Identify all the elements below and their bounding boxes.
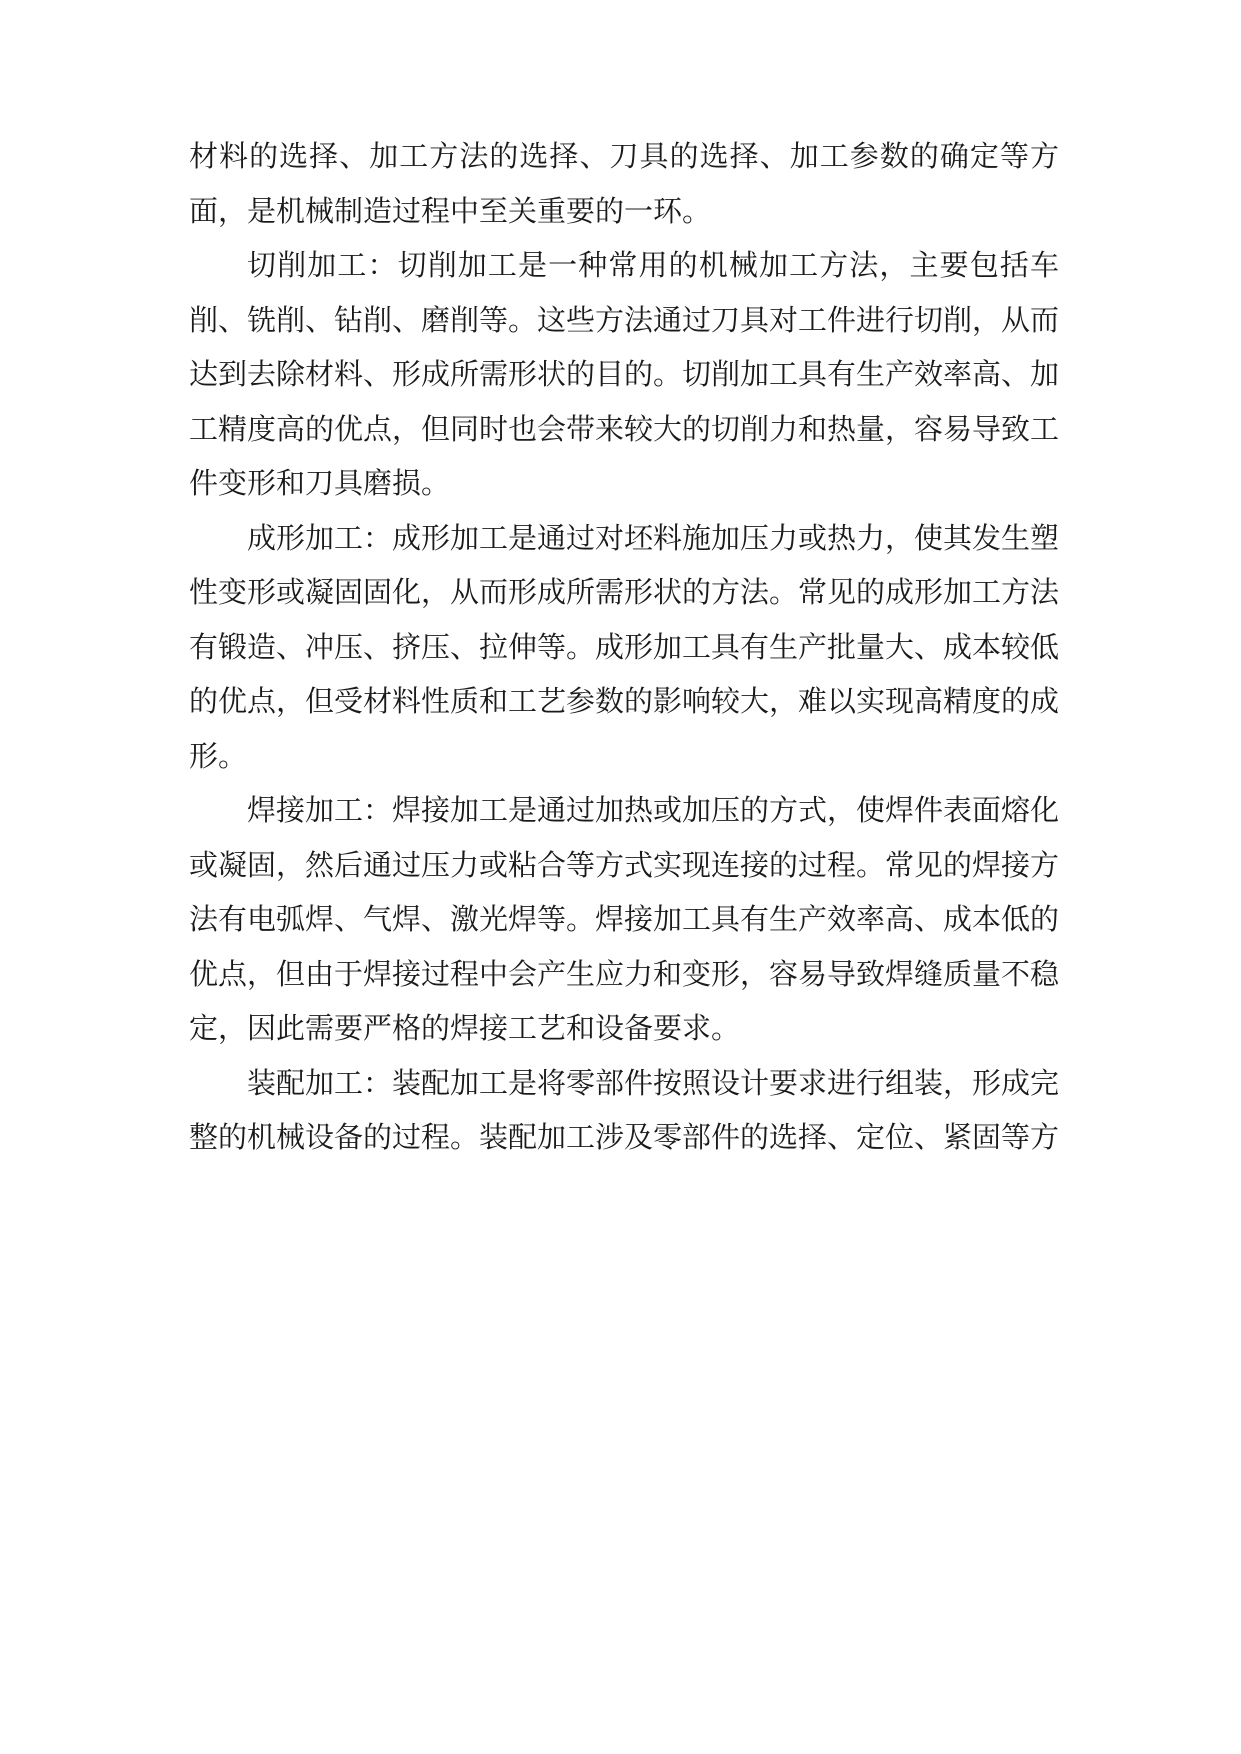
paragraph-welding-machining: 焊接加工：焊接加工是通过加热或加压的方式，使焊件表面熔化或凝固，然后通过压力或粘合等方式实现连接的过程。常见的焊接方法有电弧焊、气焊、激光焊等。焊接加工具有生产效率高、成本低的优点，但由于焊接过程中会产生应力和变形，容易导致焊缝质量不稳定，因此需要严格的焊接工艺和设备要求。 (189, 793, 1060, 1045)
paragraph-forming-machining: 成形加工：成形加工是通过对坯料施加压力或热力，使其发生塑性变形或凝固固化，从而形成所需形状的方法。常见的成形加工方法有锻造、冲压、挤压、拉伸等。成形加工具有生产批量大、成本较低的优点，但受材料性质和工艺参数的影响较大，难以实现高精度的成形。 (189, 520, 1060, 773)
paragraph-continuation: 材料的选择、加工方法的选择、刀具的选择、加工参数的确定等方面，是机械制造过程中至关重要的一环。 (189, 139, 1059, 228)
body-text (189, 129, 1059, 1165)
paragraph-cutting-machining: 切削加工：切削加工是一种常用的机械加工方法，主要包括车削、铣削、钻削、磨削等。这些方法通过刀具对工件进行切削，从而达到去除材料、形成所需形状的目的。切削加工具有生产效率高、加工精度高的优点，但同时也会带来较大的切削力和热量，容易导致工件变形和刀具磨损。 (189, 248, 1060, 500)
paragraph-assembly-machining: 装配加工：装配加工是将零部件按照设计要求进行组装，形成完整的机械设备的过程。装配加工涉及零部件的选择、定位、紧固等方 (189, 1065, 1060, 1154)
